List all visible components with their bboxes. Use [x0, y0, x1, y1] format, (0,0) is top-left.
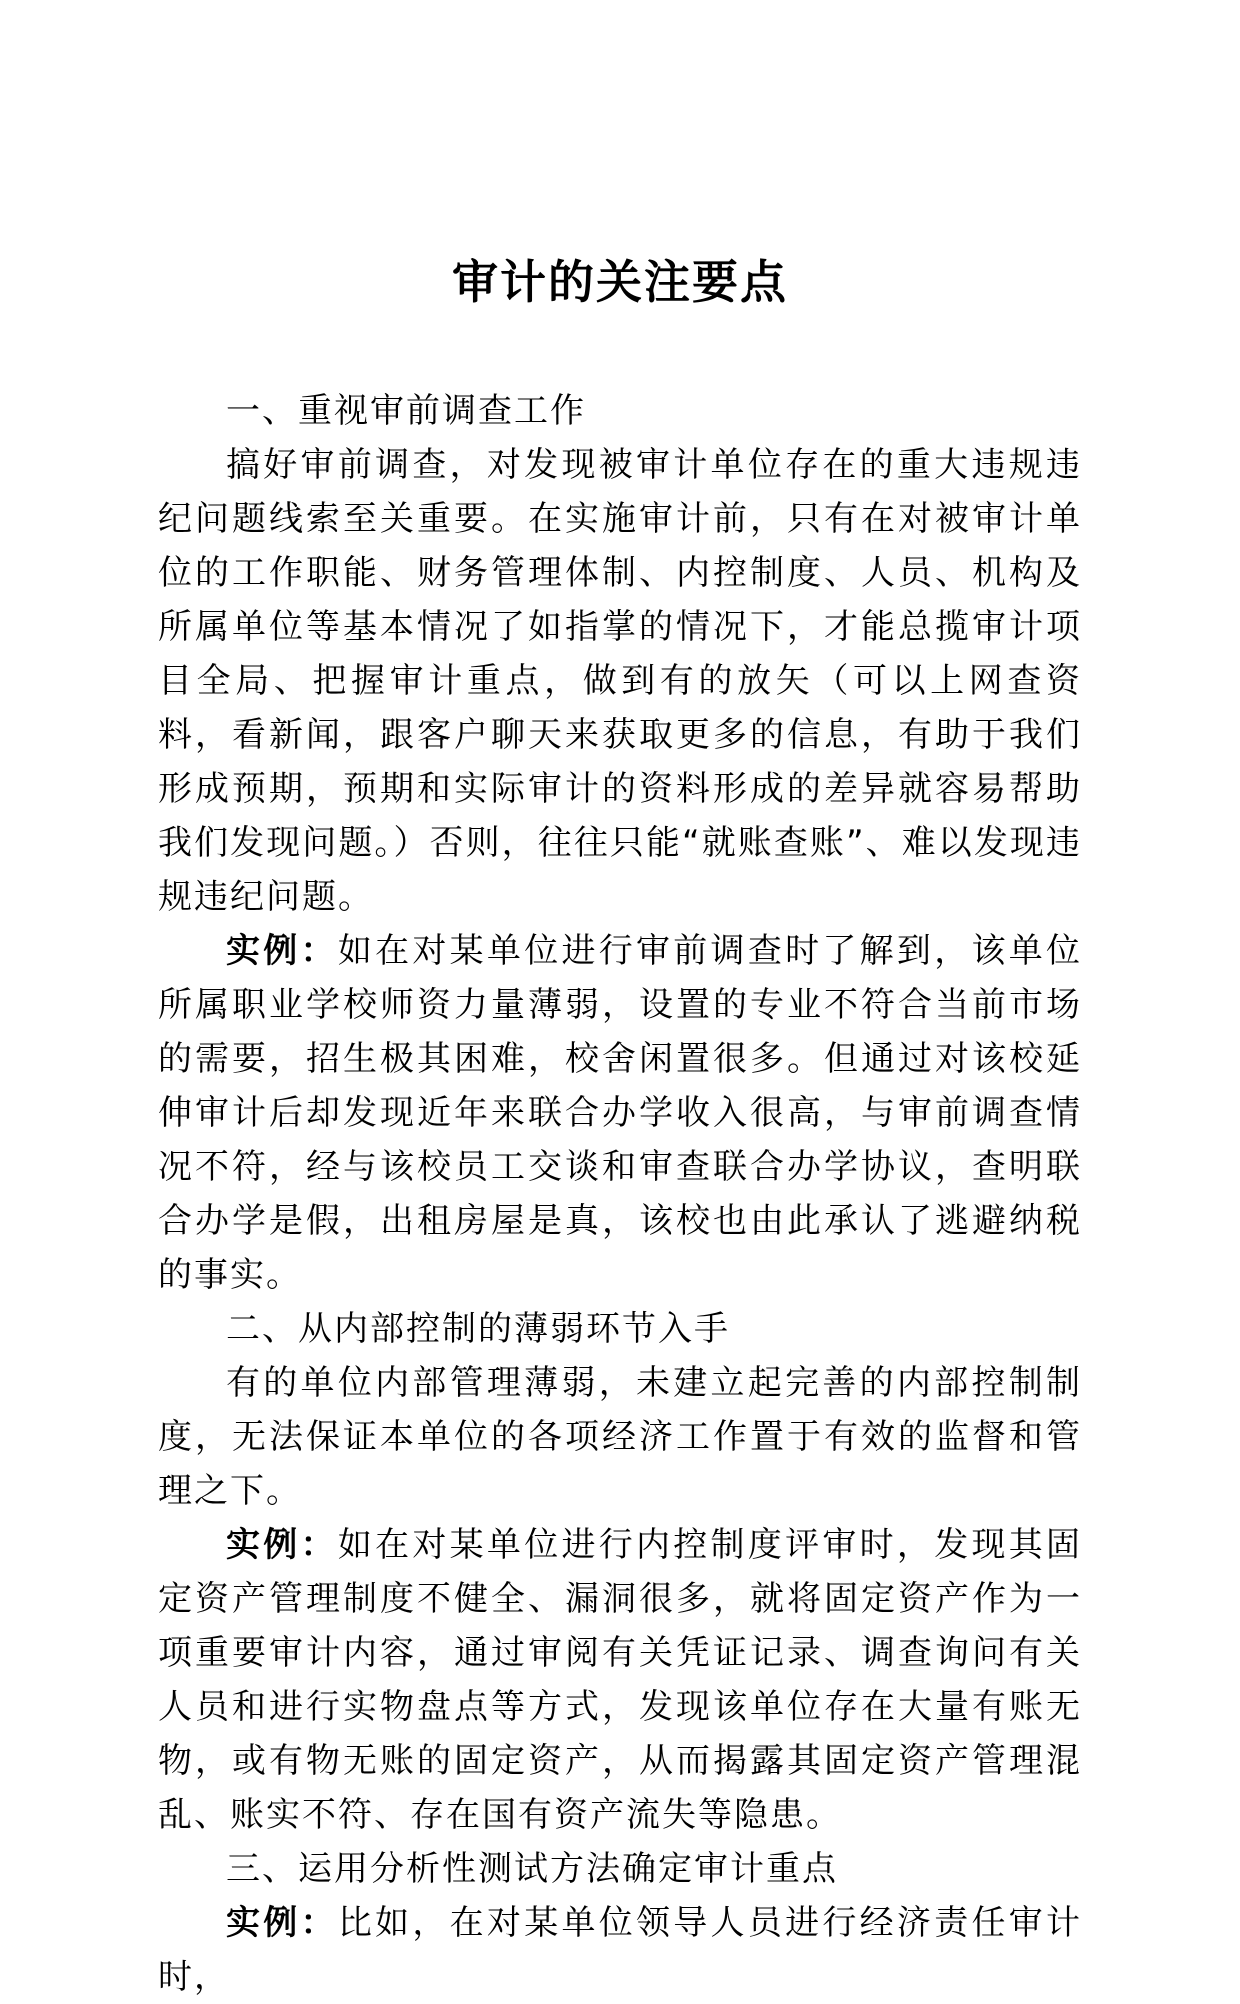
example-label: 实例： [226, 931, 338, 971]
section-2-paragraph: 有的单位内部管理薄弱，未建立起完善的内部控制制度，无法保证本单位的各项经济工作置于有效的监督和管理之下。 [158, 1363, 1082, 1511]
section-1-paragraph: 搞好审前调查，对发现被审计单位存在的重大违规违纪问题线索至关重要。在实施审计前，只有在对被审计单位的工作职能、财务管理体制、内控制度、人员、机构及所属单位等基本情况了如指掌的情况下，才能总揽审计项目全局、把握审计重点，做到有的放矢（可以上网查资料，看新闻，跟客户聊天来获取更多的信息，有助于我们形成预期，预期和实际审计的资料形成的差异就容易帮助我们发现问题。）否则，往往只能“就账查账”、难以发现违规违纪问题。 [158, 445, 1082, 917]
section-3-example [158, 1896, 1082, 2004]
document-title: 审计的关注要点 [452, 255, 788, 309]
example-text: 比如，在对某单位领导人员进行经济责任审计时， [158, 1903, 1083, 1997]
section-2-heading: 二、从内部控制的薄弱环节入手 [226, 1309, 730, 1349]
section-3-heading: 三、运用分析性测试方法确定审计重点 [226, 1849, 838, 1889]
example-text: 如在对某单位进行内控制度评审时，发现其固定资产管理制度不健全、漏洞很多，就将固定资产作为一项重要审计内容，通过审阅有关凭证记录、调查询问有关人员和进行实物盘点等方式，发现该单位存在大量有账无物，或有物无账的固定资产，从而揭露其固定资产管理混乱、账实不符、存在国有资产流失等隐患。 [158, 1525, 1083, 1835]
section-1-example [158, 924, 1082, 1302]
example-label: 实例： [226, 1903, 338, 1943]
example-text: 如在对某单位进行审前调查时了解到，该单位所属职业学校师资力量薄弱，设置的专业不符合当前市场的需要，招生极其困难，校舍闲置很多。但通过对该校延伸审计后却发现近年来联合办学收入很高，与审前调查情况不符，经与该校员工交谈和审查联合办学协议，查明联合办学是假，出租房屋是真，该校也由此承认了逃避纳税的事实。 [158, 931, 1083, 1295]
example-label: 实例： [226, 1525, 338, 1565]
section-2-example [158, 1518, 1082, 1842]
section-1-heading: 一、重视审前调查工作 [226, 391, 586, 431]
document-body [158, 384, 1082, 2004]
